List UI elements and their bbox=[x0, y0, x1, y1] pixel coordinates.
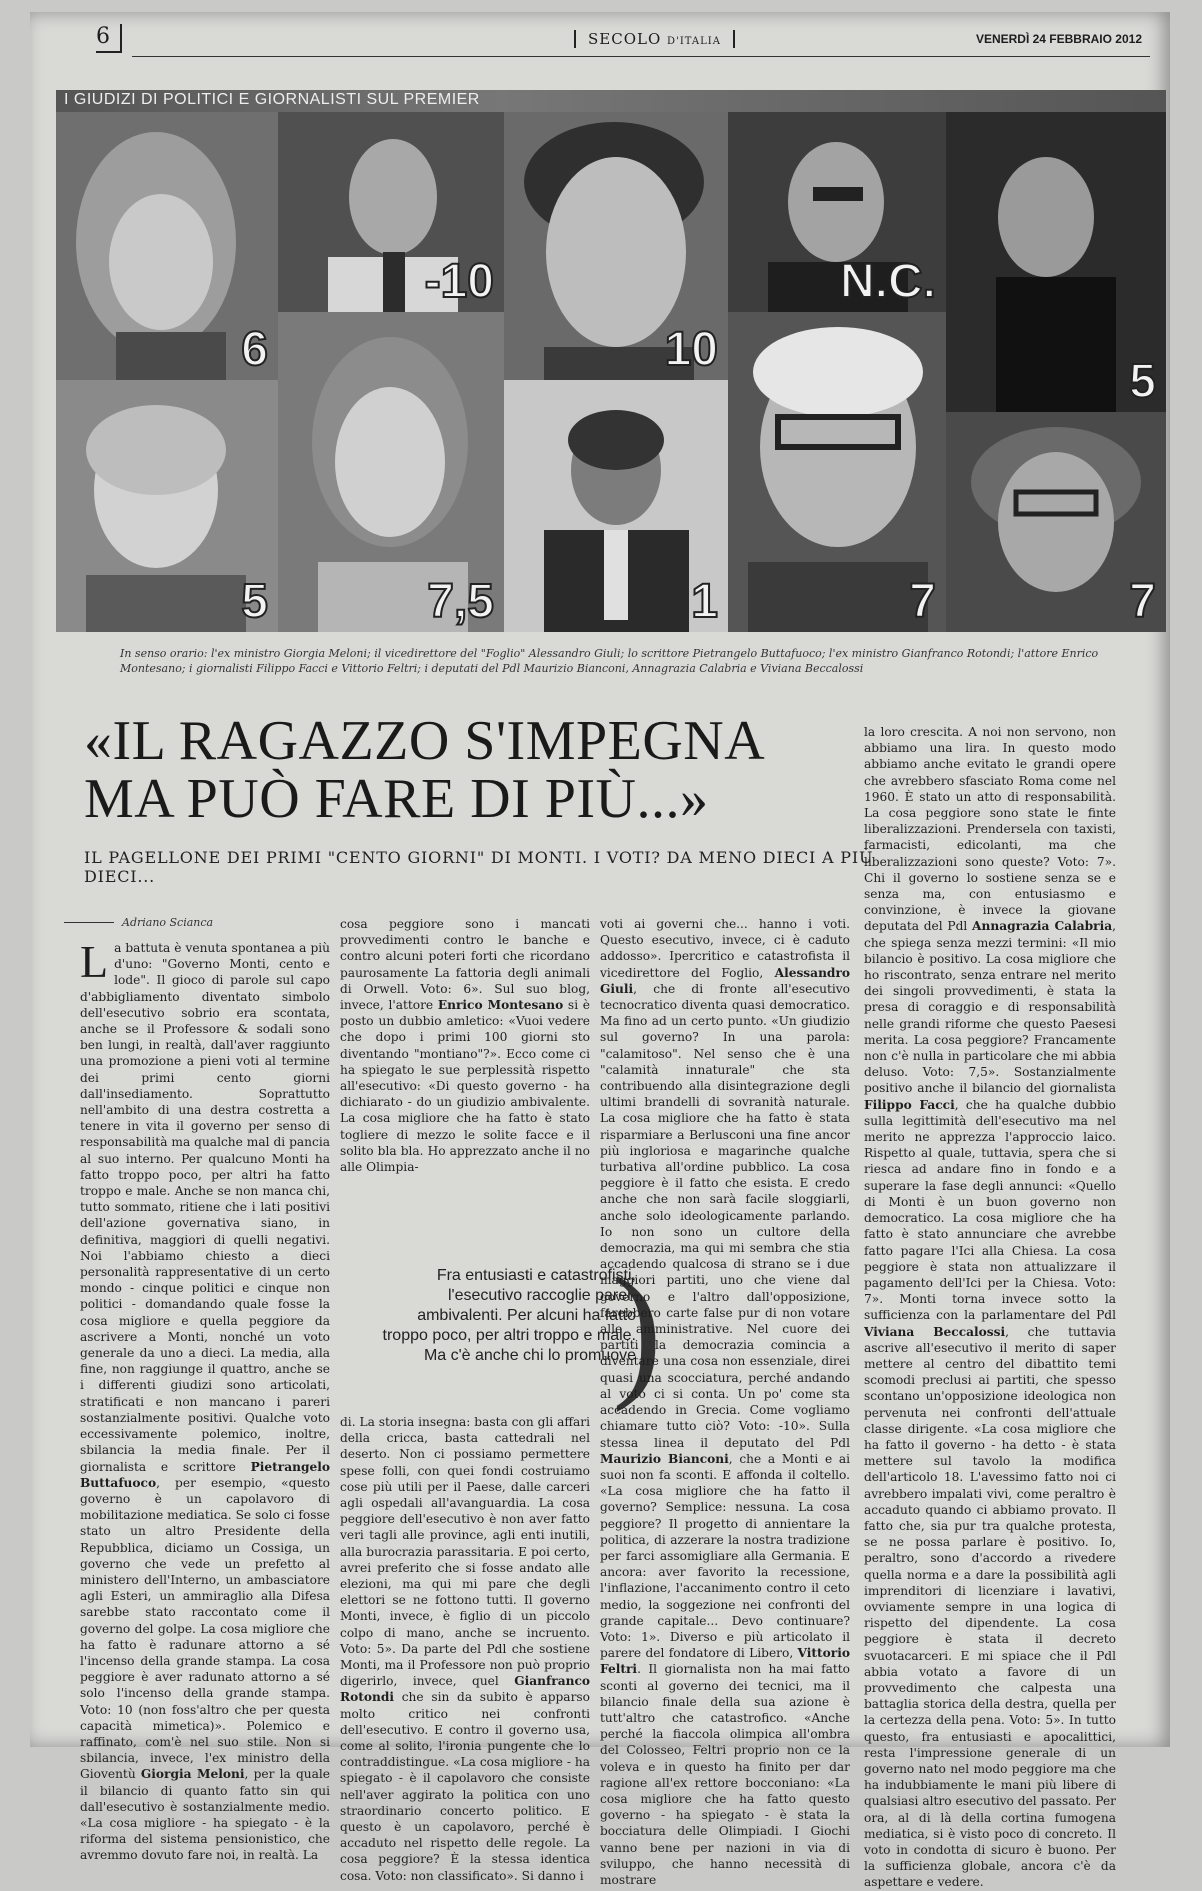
page-number: 6 bbox=[96, 24, 122, 53]
masthead bbox=[574, 30, 735, 48]
grade-meloni: 6 bbox=[241, 323, 268, 376]
name-facci: Filippo Facci bbox=[864, 1097, 955, 1112]
col2-text-a: cosa peggiore sono i mancati provvedimenti contro le banche e contro alcuni poteri forti che ricordano paurosamente La fattoria degli animali di Orwell. Voto: 6». Sul suo blog, invece, l'attore bbox=[340, 917, 590, 1013]
col3-text-c: , che a Monti e ai suoi non fa sconti. E affonda il coltello. «La cosa migliore che ha fatto il governo? Semplice: nessuna. La cosa peggiore? Il progetto di annientare la politica, di azzerare la nostra tradizione per farci assomigliare alla Germania. E ancora: aver favorito la recessione, l'inflazione, l'accanimento contro il ceto medio, la soggezione nei confronti del grande capitale... Devo continuare? Voto: 1». Diverso e più articolato il parere del fondatore di Libero, bbox=[600, 1451, 850, 1661]
headline bbox=[84, 712, 904, 828]
col4-text-b: , che spiega senza mezzi termini: «Il mio bilancio è positivo. La cosa migliore che ho riscontrato, senza entrare nel merito dei singoli provvedimenti, è stata la presa di coraggio e di responsabilità nelle grandi riforme che questo Paesesi merita. La cosa peggiore? Francamente non c'è nulla in particolare che mi abbia deluso. Voto: 7,5». Sostanzialmente positivo anche il bilancio del giornalista bbox=[864, 919, 1116, 1096]
byline: Adriano Scianca bbox=[122, 916, 214, 929]
article-column-2-bottom bbox=[340, 1414, 591, 1883]
name-meloni: Giorgia Meloni bbox=[140, 1767, 245, 1782]
photo-bianconi bbox=[504, 380, 728, 632]
pull-quote bbox=[368, 1247, 662, 1413]
issue-date: VENERDÌ 24 FEBBRAIO 2012 bbox=[975, 32, 1142, 46]
page-header bbox=[66, 22, 1150, 56]
article-column-3 bbox=[600, 916, 851, 1887]
col4-text-d: , che tuttavia ascrive all'esecutivo il merito di saper mettere al centro del dibattito temi scomodi preclusi ai partiti, che spesso scontano un'opposizione ideologica non pervenuta nei confronti dell'attuale classe dirigente. «La cosa migliore che ha fatto il governo - ha detto - è stata mettere sul tavolo la modifica dell'articolo 18. L'avessimo fatto noi ci avrebbero impalati vivi, come peraltro è accaduto quando ci abbiamo provato. Il fatto che, sia pur tra qualche protesta, se ne possa parlare è positivo. Io, peraltro, sono d'accordo a rivedere quella norma e a dare la possibilità agli imprenditori di licenziare i lavativi, ovviamente sempre in una logica di rispetto del dipendente. La cosa peggiore è stata il decreto svuotacarceri. E mi spiace che il Pdl abbia votato a favore di un provvedimento che calpesta una battaglia storica della destra, quella per la certezza della pena. Voto: 5». In tutto questo, fra entusiasti e apocalittici, resta l'impressione generale di un governo nato nel modo peggiore ma che ha indubbiamente le mani più libere di qualsiasi altro esecutivo del passato. Per ora, al di là della cortina fumogena mediatica, si è visto poco di concreto. Il voto in condotta di sicuro è buono. Per la sufficienza globale, ancora c'è da aspettare e vedere. bbox=[864, 1324, 1116, 1890]
col3-text-d: . Il giornalista non ha mai fatto sconti al governo dei tecnici, ma il bilancio finale della sua azione è tutt'altro che catastrofico. «Anche perché la fiaccola olimpica all'ombra del Colosseo, Feltri proprio non ce la voleva e in questo ha finito per dar ragione all'ex rettore bocconiano: «La cosa migliore che ha fatto questo governo - ha spiegato - è stata la bocciatura delle Olimpiadi. I Giochi vanno bene per nazioni in via di sviluppo, che hanno necessità di mostrare bbox=[600, 1662, 850, 1887]
masthead-suffix: D'ITALIA bbox=[667, 36, 721, 47]
name-beccalossi: Viviana Beccalossi bbox=[864, 1324, 1006, 1339]
grade-buttafuoco: 10 bbox=[664, 323, 718, 376]
subheadline: IL PAGELLONE DEI PRIMI "CENTO GIORNI" DI MONTI. I VOTI? DA MENO DIECI A PIÙ DIECI... bbox=[84, 848, 874, 886]
photo-meloni bbox=[56, 112, 278, 380]
name-bianconi: Maurizio Bianconi bbox=[600, 1451, 729, 1466]
photo-rotondi bbox=[728, 112, 946, 312]
pull-quote-text: Fra entusiasti e catastrofisti, l'esecutivo raccoglie pareri ambivalenti. Per alcuni ha fatto troppo poco, per altri troppo e male. Ma c'è anche chi lo promuove bbox=[382, 1267, 636, 1364]
photo-caption: In senso orario: l'ex ministro Giorgia Meloni; il vicedirettore del "Foglio" Alessandro Giuli; lo scrittore Pietrangelo Buttafuoco; l'ex ministro Gianfranco Rotondi; l'attore Enrico Montesano; i giornalisti Filippo Facci e Vittorio Feltri; i deputati del Pdl Maurizio Bianconi, Annagrazia Calabria e Viviana Beccalossi bbox=[120, 647, 1099, 675]
col4-text-c: , che ha qualche dubbio sulla legittimità dell'esecutivo ma nel merito ne apprezza l'approccio laico. Rispetto al quale, tuttavia, spera che si riesca ad andare fino in fondo e a superare la fase degli annunci: «Quello di Monti è un buon governo non democratico. La cosa migliore che ha fatto è stato annunciare che avrebbe fatto pagare l'Ici alla Chiesa. La cosa peggiore è stata non attualizzare il pagamento dell'Ici per la Chiesa. Voto: 7». Monti torna invece sotto la sufficienza con la parlamentare del Pdl bbox=[864, 1097, 1116, 1323]
grade-giuli: -10 bbox=[424, 255, 494, 308]
photo-facci bbox=[946, 412, 1166, 632]
name-giuli: Alessandro Giuli bbox=[600, 965, 851, 996]
grade-feltri: 7 bbox=[909, 575, 936, 628]
newspaper-page bbox=[30, 12, 1170, 1890]
article-column-4 bbox=[864, 724, 1116, 1890]
headline-line-2: MA PUÒ FARE DI PIÙ...» bbox=[84, 768, 709, 830]
col3-text-b: , che di fronte all'esecutivo tecnocratico diventa quasi democratico. Ma fino ad un certo punto. «Un giudizio sul governo? In una parola: "calamitoso". Nel senso che è una "calamità innaturale" che sta contribuendo alla disintegrazione degli ultimi brandelli di sovranità naturale. La cosa migliore che ha fatto è stata risparmiare a Berlusconi una fine ancor più ingloriosa e magarinche qualche turbativa all'ordine pubblico. La cosa peggiore è il fatto che esista. E credo anche che non sarà facile sloggiarli, anche solo ideologicamente parlando. Io non sono un cultore della democrazia, ma qui mi sembra che stia accadendo qualcosa di strano se i due maggiori partiti, uno che viene dal governo e l'altro dall'opposizione, farebbero carte false pur di non votare alle amministrative. Nel cuore dei partiti la democrazia comincia a diventare una cosa non essenziale, direi quasi una scocciatura, perché andando al voto ci si conta. Un po' come sta accadendo in Grecia. Come vogliamo chiamare tutto ciò? Voto: -10». Sulla stessa linea il deputato del Pdl bbox=[600, 981, 850, 1450]
article-column-2-top bbox=[340, 916, 590, 1246]
name-calabria: Annagrazia Calabria bbox=[972, 919, 1113, 934]
header-rule bbox=[132, 56, 1150, 57]
name-rotondi: Gianfranco Rotondi bbox=[340, 1674, 591, 1705]
pull-quote-bracket: ) bbox=[612, 1247, 662, 1413]
masthead-title: SECOLO bbox=[588, 30, 662, 48]
col4-text-a: la loro crescita. A noi non servono, non abbiamo una lira. In questo modo abbiamo anche evitato le grandi opere che avrebbero sfasciato Roma come nel 1960. È stato un atto di responsabilità. La cosa peggiore sono state le finte liberalizzazioni. Prendersela con taxisti, farmacisti, edicolanti, ma che liberalizzazioni sono queste? Voto: 7». Chi il governo lo sostiene senza se e senza ma, con entusiasmo e convinzione, è invece la giovane deputata del Pdl bbox=[864, 725, 1116, 934]
grade-beccalossi: 5 bbox=[241, 575, 268, 628]
name-feltri: Vittorio Feltri bbox=[600, 1646, 850, 1677]
photo-buttafuoco bbox=[504, 112, 728, 380]
photo-montesano bbox=[946, 112, 1166, 412]
name-buttafuoco: Pietrangelo Buttafuoco bbox=[80, 1459, 330, 1490]
col2-text-b: si è posto un dubbio amletico: «Vuoi vedere che dopo i primi 100 giorni sto diventando "montiano"?». Ecco come ci ha spiegato le sue perplessità rispetto all'esecutivo: «Di questo governo - ha dichiarato - do un giudizio ambivalente. La cosa migliore che ha fatto è stato togliere di mezzo le solite facce e il solito bla bla. Ho apprezzato anche il no alle Olimpia- bbox=[340, 998, 590, 1175]
col1-text-a: a battuta è venuta spontanea a più d'uno: "Governo Monti, cento e lode". Il gioco di parole sul capo d'abbigliamento diventato simbolo dell'esecutivo sobrio era scontata, anche se il Professore & sodali sono ben lungi, in realtà, dall'aver raggiunto una promozione a pieni voti al termine dei primi cento giorni dall'insediamento. Soprattutto nell'ambito di una destra costretta a tenere in vita il governo per senso di responsabilità ma qualche mal di pancia al suo interno. Per qualcuno Monti ha fatto troppo poco, per altri ha fatto troppo e male. Anche se non manca chi, tutto sommato, ritiene che i lati positivi dell'azione governativa siano, in definitiva, maggiori di quelli negativi. Noi l'abbiamo chiesto a dieci personalità rappresentative di un certo mondo - cinque politici e cinque non politici - domandando quale fosse la cosa migliore e quella peggiore da ascrivere a Monti, nonché un voto generale da uno a dieci. La media, alla fine, non raggiunge il quattro, anche se i differenti giudizi sono articolati, stratificati e non mancano i pareri sostanzialmente positivi. Qualche voto eccessivamente polemico, inoltre, sbilancia la media finale. Per il giornalista e scrittore bbox=[80, 941, 330, 1474]
col2-text-c: di. La storia insegna: basta con gli affari della cricca, basta cattedrali nel deserto. Non ci possiamo permettere spese folli, con quei fondi costruiamo cose più utili per il Paese, dalle carceri agli ospedali all'avanguardia. La cosa peggiore dell'esecutivo è non aver fatto veri tagli alle province, agli enti inutili, alla burocrazia parassitaria. E poi certo, avrei preferito che si fosse andato alle elezioni, ma qui mi pare che degli elettori se ne fottono tutti. Il governo Monti, invece, è figlio di un piccolo colpo di mano, anche se incruento. Voto: 5». Da parte del Pdl che sostiene Monti, ma il Professore non può proprio digerirlo, invece, quel bbox=[340, 1415, 590, 1689]
headline-line-1: «IL RAGAZZO S'IMPEGNA bbox=[84, 710, 766, 772]
grade-montesano: 5 bbox=[1129, 355, 1156, 408]
name-montesano: Enrico Montesano bbox=[437, 998, 564, 1013]
photo-calabria bbox=[278, 312, 504, 632]
article-column-1 bbox=[80, 936, 331, 1863]
col1-text-b: , per esempio, «questo governo è un capolavoro di mobilitazione mediatica. Se solo ci fosse stato un altro Presidente della Repubblica, diciamo un Cossiga, un governo che vede un prefetto al ministero dell'Interno, un ambasciatore agli Esteri, un ammiraglio alla Difesa sarebbe stato raccontato come il governo del golpe. La cosa migliore che ha fatto è radunare attorno a sé l'incenso della grande stampa. La cosa peggiore è aver radunato attorno a sé solo l'incenso della grande stampa. Voto: 10 (non foss'altro che per questa capacità mimetica)». Polemico e raffinato, com'è nel suo stile. Non si sbilancia, invece, l'ex ministro della Gioventù bbox=[80, 1475, 330, 1782]
grade-calabria: 7,5 bbox=[427, 575, 494, 628]
col1-text-c: , per la quale il bilancio di quanto fatto sin qui dall'esecutivo è sostanzialmente medio. «La cosa migliore - ha spiegato - è la riforma del sistema pensionistico, che avremmo dovuto fare noi, in realtà. La bbox=[80, 1767, 331, 1863]
photo-band bbox=[56, 90, 1166, 112]
grade-facci: 7 bbox=[1129, 575, 1156, 628]
photo-feltri bbox=[728, 312, 946, 632]
photo-giuli bbox=[278, 112, 504, 312]
col2-text-d: che sin da subito è apparso molto critico nei confronti dell'esecutivo. E contro il governo usa, come al solito, l'ironia pungente che lo contraddistingue. «La cosa migliore - ha spiegato - è il capolavoro che consiste nell'aver aggirato la politica con uno straordinario concerto politico. E questo è un capolavoro, perché è accaduto nel rispetto delle regole. La cosa peggiore? È la stessa identica cosa. Voto: non classificato». Si danno i bbox=[340, 1690, 590, 1883]
photo-beccalossi bbox=[56, 380, 278, 632]
photo-band-title: I GIUDIZI DI POLITICI E GIORNALISTI SUL PREMIER bbox=[64, 91, 480, 108]
drop-cap: L bbox=[80, 936, 109, 987]
photo-grid bbox=[56, 90, 1166, 632]
grade-rotondi: N.C. bbox=[840, 255, 936, 308]
grade-bianconi: 1 bbox=[691, 575, 718, 628]
col3-text-a: voti ai governi che... hanno i voti. Questo esecutivo, invece, ci è caduto addosso». Ipercritico e catastrofista il vicedirettore del Foglio, bbox=[600, 917, 850, 980]
